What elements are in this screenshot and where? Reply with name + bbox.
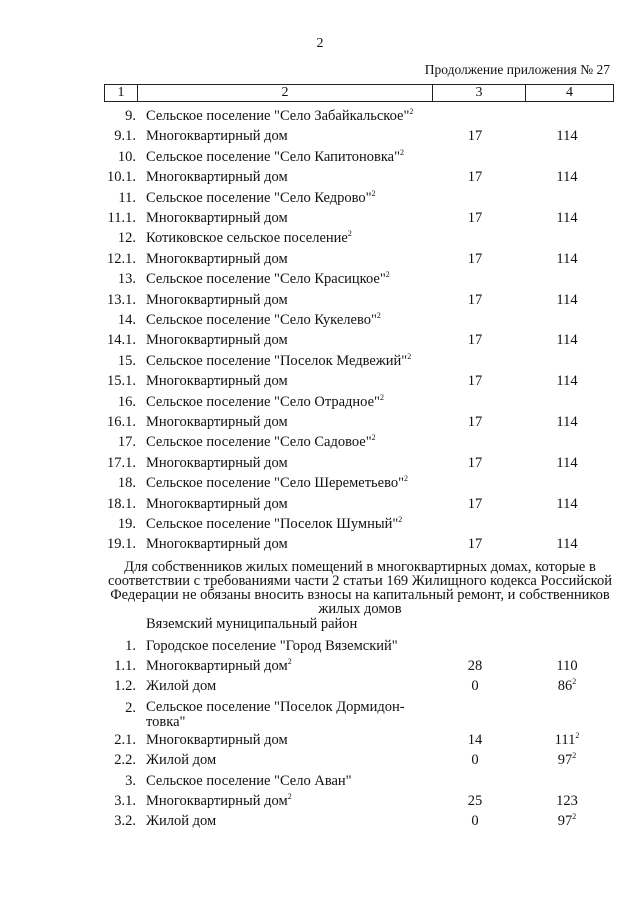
row-col-3: 0: [471, 678, 479, 694]
table-row: [0, 271, 640, 291]
table-row: [0, 793, 640, 813]
row-name: [146, 434, 426, 451]
footnote-mark: 2: [572, 677, 577, 686]
row-name-text: Жилой дом: [146, 678, 217, 694]
footnote-mark: 2: [398, 515, 403, 524]
row-name: [146, 251, 426, 268]
row-col-4: 114: [556, 128, 578, 145]
row-name: [146, 516, 426, 533]
row-number: 13.1.: [107, 291, 136, 308]
row-col-3: 25: [467, 793, 483, 809]
row-name-text: Сельское поселение "Село Шереметьево": [146, 475, 405, 492]
continuation-label: Продолжение приложения № 27: [424, 62, 610, 77]
row-col-4: 114: [556, 291, 578, 308]
row-col-4: $97^2$: [557, 751, 577, 768]
row-name: [146, 149, 426, 166]
page-number: 2: [316, 36, 324, 51]
footnote-mark: 2: [572, 812, 577, 821]
row-col-4: 110: [556, 658, 578, 674]
row-name: [146, 496, 426, 513]
table-row: [0, 353, 640, 373]
row-col-3: 17: [467, 414, 483, 430]
row-name-text: Сельское поселение "Село Кедрово": [146, 189, 372, 206]
table-row: [0, 752, 640, 772]
row-name-text: Сельское поселение "Село Кукелево": [146, 312, 377, 328]
row-name-text: Сельское поселение "Село Забайкальское": [146, 108, 410, 124]
row-col-4: 114: [556, 250, 578, 267]
row-number: 10.1.: [107, 169, 136, 186]
table-row: [0, 230, 640, 250]
row-number: 1.: [125, 638, 136, 654]
header-col-4: 4: [526, 85, 614, 102]
row-name: [146, 128, 426, 145]
row-col-4: 123: [556, 793, 578, 809]
row-number: 12.: [117, 230, 136, 247]
row-name-text: Многоквартирный дом: [146, 658, 288, 674]
row-col-3: 17: [467, 454, 483, 471]
row-name: [146, 108, 426, 125]
row-name: [146, 210, 426, 227]
table-row: [0, 394, 640, 414]
row-number: 3.1.: [114, 793, 136, 809]
row-col-3: 17: [467, 210, 483, 226]
row-number: 2.2.: [114, 752, 136, 768]
row-name-text: Многоквартирный дом: [146, 414, 288, 430]
header-col-2: 2: [138, 85, 433, 102]
row-name: [146, 332, 426, 349]
row-number: 11.: [118, 189, 136, 206]
table-row: [0, 373, 640, 393]
district-heading: Вяземский муниципальный район: [146, 616, 358, 632]
section-note: Для собственников жилых помещений в многоквартирных домах, которые в соответствии с требованиями части 2 статьи 169 Жилищного кодекса Российской Федерации не обязаны вносить взносы на капитальный ремонт, и собственников жилых домов: [108, 559, 612, 617]
table-row: [0, 332, 640, 352]
row-name: [146, 658, 426, 675]
row-name-text: Сельское поселение "Поселок Шумный": [146, 516, 399, 532]
row-number: 19.: [117, 516, 136, 532]
footnote-mark: 2: [409, 107, 414, 116]
row-number: 11.1.: [107, 210, 136, 226]
row-col-3: 14: [467, 732, 483, 748]
footnote-mark: 2: [407, 351, 412, 361]
footnote-mark: 2: [347, 229, 352, 239]
row-col-4: 114: [556, 454, 578, 471]
table-row: [0, 475, 640, 495]
row-name: [146, 271, 426, 288]
row-col-3: 28: [467, 658, 483, 674]
row-number: 1.1.: [114, 658, 136, 674]
table-row: [0, 312, 640, 332]
footnote-mark: 2: [287, 792, 292, 801]
row-number: 17.1.: [107, 454, 136, 471]
row-col-3: 17: [467, 332, 483, 349]
row-name-text: Многоквартирный дом: [146, 210, 288, 226]
row-name-text: Котиковское сельское поселение: [146, 230, 348, 247]
row-name-text: Сельское поселение "Село Садовое": [146, 434, 372, 451]
row-name: [146, 773, 426, 790]
row-col-3: 17: [467, 128, 483, 145]
footnote-mark: 2: [371, 188, 376, 198]
row-name: [146, 414, 426, 431]
row-col-3: 17: [467, 536, 483, 553]
footnote-mark: 2: [575, 731, 580, 740]
row-name-text: Многоквартирный дом: [146, 454, 288, 471]
row-number: 3.: [125, 773, 136, 789]
table-row: [0, 414, 640, 434]
row-col-4: 114: [556, 536, 578, 553]
row-col-4: $86^2$: [557, 677, 577, 694]
row-col-4: 114: [556, 332, 578, 349]
header-col-3: 3: [433, 85, 526, 102]
table-header: [104, 84, 614, 102]
row-name-text: Сельское поселение "Село Отрадное": [146, 393, 380, 410]
row-name-text: Многоквартирный дом: [146, 373, 288, 390]
table-row: [0, 658, 640, 678]
table-row: [0, 496, 640, 516]
row-name-text: Многоквартирный дом: [146, 128, 288, 145]
row-col-4: 114: [556, 373, 578, 390]
row-number: 9.1.: [114, 128, 136, 145]
table-row: [0, 434, 640, 454]
row-name: [146, 638, 426, 655]
table-row: [0, 292, 640, 312]
row-name-text: Многоквартирный дом: [146, 332, 288, 349]
row-number: 14.1.: [107, 332, 136, 349]
footnote-mark: 2: [385, 270, 390, 280]
row-number: 10.: [117, 148, 136, 165]
table-row: [0, 169, 640, 189]
row-number: 1.2.: [114, 678, 136, 694]
table-row: [0, 251, 640, 271]
row-name: [146, 678, 426, 695]
row-col-4: 114: [556, 169, 578, 186]
table-row: [0, 128, 640, 148]
row-name-text: Многоквартирный дом: [146, 536, 288, 553]
row-name-text: Жилой дом: [146, 813, 217, 829]
row-name: [146, 292, 426, 309]
row-number: 15.1.: [107, 373, 136, 390]
row-col-4: 114: [556, 495, 578, 512]
row-name-text: Сельское поселение "Село Капитоновка": [146, 148, 401, 165]
row-number: 13.: [117, 271, 136, 288]
row-number: 19.1.: [107, 536, 136, 553]
footnote-mark: 2: [287, 657, 292, 666]
row-col-4: 114: [556, 414, 578, 430]
table-row: [0, 732, 640, 752]
row-name: [146, 813, 426, 830]
row-name: [146, 752, 426, 769]
header-col-1: 1: [105, 85, 138, 102]
row-number: 18.: [117, 475, 136, 492]
table-row: [0, 813, 640, 833]
row-col-4: $97^2$: [557, 812, 577, 829]
row-number: 9.: [125, 108, 136, 124]
row-number: 18.1.: [107, 495, 136, 512]
row-name: [146, 190, 426, 207]
row-name-text: Многоквартирный дом: [146, 291, 288, 308]
row-col-3: 17: [467, 495, 483, 512]
row-name: [146, 169, 426, 186]
row-col-3: 17: [467, 250, 483, 267]
footnote-mark: 2: [404, 474, 409, 484]
table-row: [0, 149, 640, 169]
row-col-3: 17: [467, 169, 483, 186]
row-name: [146, 732, 426, 749]
table-row: [0, 638, 640, 658]
row-name: [146, 536, 426, 553]
row-name-text: Жилой дом: [146, 752, 217, 768]
row-name: [146, 475, 426, 492]
table-row: [0, 678, 640, 698]
row-name-text: Многоквартирный дом: [146, 732, 288, 748]
table-row: [0, 455, 640, 475]
row-col-3: 0: [471, 813, 479, 829]
footnote-mark: 2: [379, 392, 384, 402]
row-number: 17.: [117, 434, 136, 451]
row-name: [146, 793, 426, 810]
row-name-text: Многоквартирный дом: [146, 250, 288, 267]
row-name: [146, 700, 426, 730]
table-row: [0, 190, 640, 210]
row-name-text: Многоквартирный дом: [146, 495, 288, 512]
row-name: [146, 353, 426, 370]
row-name: [146, 455, 426, 472]
table-row: [0, 699, 640, 730]
row-number: 14.: [117, 312, 136, 328]
row-name-text: Сельское поселение "Село Аван": [146, 773, 352, 789]
row-name: [146, 394, 426, 411]
table-row: [0, 108, 640, 128]
row-number: 15.: [117, 352, 136, 369]
row-col-3: 0: [471, 752, 479, 768]
table-row: [0, 516, 640, 536]
table-row: [0, 210, 640, 230]
row-col-4: $111^2$: [554, 731, 580, 748]
row-name: [146, 230, 426, 247]
row-col-4: 114: [556, 210, 578, 226]
table-row: [0, 536, 640, 556]
row-name-text: Сельское поселение "Поселок Дормидон-товка": [146, 699, 405, 730]
row-name-text: Многоквартирный дом: [146, 169, 288, 186]
row-name-text: Сельское поселение "Поселок Медвежий": [146, 352, 408, 369]
footnote-mark: 2: [400, 147, 405, 157]
footnote-mark: 2: [572, 751, 577, 760]
row-number: 2.: [125, 700, 136, 716]
row-number: 12.1.: [107, 250, 136, 267]
row-number: 2.1.: [114, 732, 136, 748]
row-name-text: Многоквартирный дом: [146, 793, 288, 809]
row-name-text: Городское поселение "Город Вяземский": [146, 638, 398, 654]
row-name: [146, 312, 426, 329]
footnote-mark: 2: [371, 433, 376, 443]
row-col-3: 17: [467, 373, 483, 390]
table-row: [0, 773, 640, 793]
row-name-text: Сельское поселение "Село Красицкое": [146, 271, 386, 288]
footnote-mark: 2: [376, 311, 381, 320]
row-col-3: 17: [467, 291, 483, 308]
row-number: 3.2.: [114, 813, 136, 829]
row-name: [146, 373, 426, 390]
row-number: 16.: [117, 393, 136, 410]
row-number: 16.1.: [107, 414, 136, 430]
